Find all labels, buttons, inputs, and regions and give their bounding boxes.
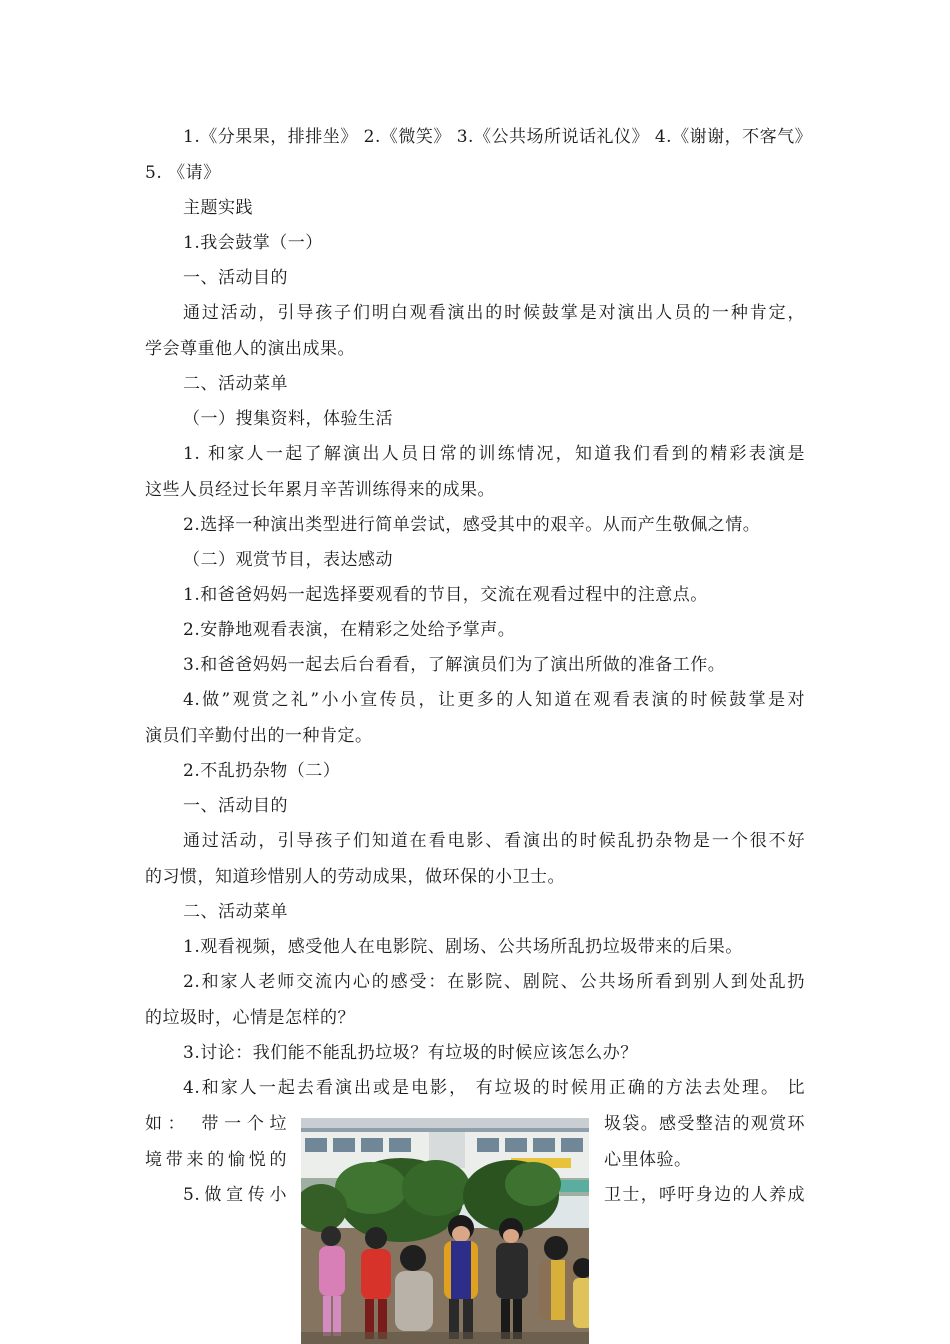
menu2-item-4-line-1: 4.和家人一起去看演出或是电影， 有垃圾的时候用正确的方法去处理。 比 (183, 1078, 805, 1098)
watch-item-4-line-2: 演员们辛勤付出的一种肯定。 (145, 726, 373, 746)
wrap-line-3-left: 5.做宣传小 (183, 1185, 287, 1205)
purpose-text-2-line-1: 通过活动，引导孩子们知道在看电影、看演出的时候乱扔杂物是一个很不好 (183, 831, 805, 851)
watch-item-3: 3.和爸爸妈妈一起去后台看看，了解演员们为了演出所做的准备工作。 (183, 655, 726, 675)
purpose-text-2-line-2: 的习惯，知道珍惜别人的劳动成果，做环保的小卫士。 (145, 867, 565, 887)
activity-title-1: 1.我会鼓掌（一） (183, 233, 323, 253)
wrap-line-2-left: 境带来的愉悦的 (145, 1150, 287, 1170)
watch-item-2: 2.安静地观看表演，在精彩之处给予掌声。 (183, 620, 516, 640)
lesson-list-line-2: 5. 《请》 (145, 163, 221, 183)
heading-menu-1: 二、活动菜单 (183, 374, 288, 394)
menu-item-1-line-2: 这些人员经过长年累月辛苦训练得来的成果。 (145, 480, 495, 500)
menu2-item-1: 1.观看视频，感受他人在电影院、剧场、公共场所乱扔垃圾带来的后果。 (183, 937, 743, 957)
watch-item-4-line-1: 4.做”观赏之礼”小小宣传员，让更多的人知道在观看表演的时候鼓掌是对 (183, 690, 805, 710)
children-outdoor-photo (301, 1118, 589, 1344)
heading-purpose-1: 一、活动目的 (183, 268, 288, 288)
wrap-line-1-right: 圾袋。感受整洁的观赏环 (604, 1114, 805, 1134)
heading-menu-2: 二、活动菜单 (183, 902, 288, 922)
photo-illustration (301, 1118, 589, 1344)
heading-purpose-2: 一、活动目的 (183, 796, 288, 816)
section-heading-theme-practice: 主题实践 (183, 198, 253, 218)
menu-item-1-line-1: 1. 和家人一起了解演出人员日常的训练情况，知道我们看到的精彩表演是 (183, 444, 805, 464)
menu-item-2: 2.选择一种演出类型进行简单尝试，感受其中的艰辛。从而产生敬佩之情。 (183, 515, 761, 535)
wrap-line-2-right: 心里体验。 (604, 1150, 692, 1170)
menu2-item-3: 3.讨论：我们能不能乱扔垃圾？有垃圾的时候应该怎么办？ (183, 1043, 638, 1063)
subheading-collect: （一）搜集资料，体验生活 (183, 409, 393, 429)
wrap-line-3-right: 卫士，呼吁身边的人养成 (604, 1185, 805, 1205)
menu2-item-2-line-2: 的垃圾时，心情是怎样的？ (145, 1008, 355, 1028)
purpose-text-1-line-1: 通过活动，引导孩子们明白观看演出的时候鼓掌是对演出人员的一种肯定， (183, 303, 805, 323)
menu2-item-2-line-1: 2.和家人老师交流内心的感受：在影院、剧院、公共场所看到别人到处乱扔 (183, 972, 805, 992)
lesson-list-line-1: 1.《分果果，排排坐》 2.《微笑》 3.《公共场所说话礼仪》 4.《谢谢，不客气》 (183, 127, 813, 147)
subheading-watch: （二）观赏节目，表达感动 (183, 550, 393, 570)
wrap-line-1-left: 如： 带一个垃 (145, 1114, 287, 1134)
activity-title-2: 2.不乱扔杂物（二） (183, 761, 341, 781)
watch-item-1: 1.和爸爸妈妈一起选择要观看的节目，交流在观看过程中的注意点。 (183, 585, 708, 605)
purpose-text-1-line-2: 学会尊重他人的演出成果。 (145, 339, 355, 359)
